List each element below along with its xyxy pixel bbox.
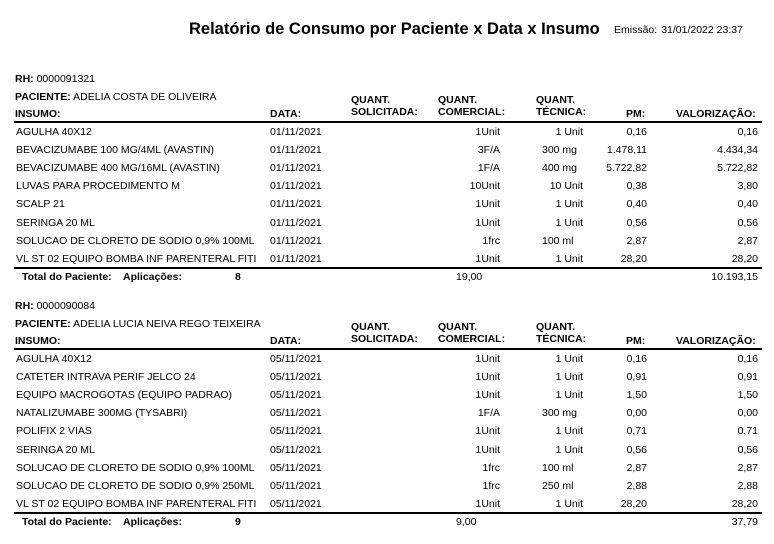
quant-label: QUANT. [438,321,478,333]
data-cell: 05/11/2021 [270,353,322,365]
total-rule [14,267,762,269]
pm-cell: 0,00 [626,407,647,419]
data-cell: 05/11/2021 [270,444,322,456]
patient-line [15,91,223,103]
data-cell: 05/11/2021 [270,462,322,474]
data-cell: 01/11/2021 [270,162,322,174]
total-label: Total do Paciente: [22,271,112,283]
col-insumo-header: INSUMO: [15,335,61,347]
rh-line [15,300,95,312]
table-row [0,217,774,235]
aplicacoes-value: 8 [235,271,241,283]
col-tecnica-header [536,94,586,118]
valorizacao-cell: 5.722,82 [717,162,758,174]
pm-cell: 0,71 [626,425,647,437]
tecnica-cell: 100 ml [542,235,574,247]
quant-label: QUANT. [438,94,478,106]
pm-cell: 0,40 [626,198,647,210]
valorizacao-cell: 0,56 [737,217,758,229]
col-pm-header: PM: [626,335,646,347]
valorizacao-cell: 0,56 [737,444,758,456]
comercial-cell: 1Unit [475,353,500,365]
comercial-cell: 1Unit [475,498,500,510]
table-row [0,425,774,443]
table-row [0,389,774,407]
insumo-cell: AGULHA 40X12 [16,353,92,365]
table-row [0,162,774,180]
tecnica-cell: 300 mg [542,407,578,419]
pm-cell: 1,50 [626,389,647,401]
insumo-cell: VL ST 02 EQUIPO BOMBA INF PARENTERAL FITI [16,253,257,265]
insumo-cell: SCALP 21 [16,198,65,210]
header-rule [14,348,762,350]
col-solicitada-header [351,321,418,345]
valorizacao-cell: 28,20 [731,253,758,265]
data-cell: 05/11/2021 [270,480,322,492]
table-row [0,353,774,371]
col-tecnica-header [536,321,586,345]
aplicacoes-label: Aplicações: [123,516,182,528]
comercial-cell: 1Unit [475,425,500,437]
comercial-cell: 1Unit [475,253,500,265]
data-cell: 05/11/2021 [270,425,322,437]
tecnica-label: TÉCNICA: [536,106,587,118]
pm-cell: 1.478,11 [606,144,647,156]
comercial-cell: 1frc [482,462,500,474]
data-cell: 01/11/2021 [270,144,322,156]
insumo-cell: EQUIPO MACROGOTAS (EQUIPO PADRAO) [16,389,233,401]
comercial-cell: 1F/A [477,162,500,174]
solicitada-label: SOLICITADA: [351,333,418,345]
comercial-label: COMERCIAL: [438,333,506,345]
pm-cell: 2,87 [626,462,647,474]
insumo-cell: SOLUCAO DE CLORETO DE SODIO 0,9% 250ML [16,480,255,492]
valorizacao-cell: 2,87 [737,462,758,474]
comercial-cell: 1F/A [477,407,500,419]
tecnica-cell: 1 Unit [555,498,583,510]
total-label: Total do Paciente: [22,516,112,528]
pm-cell: 0,56 [626,444,647,456]
col-valorizacao-header: VALORIZAÇÃO: [676,335,756,347]
tecnica-cell: 250 ml [542,480,574,492]
data-cell: 01/11/2021 [270,198,322,210]
comercial-cell: 1Unit [475,371,500,383]
insumo-cell: VL ST 02 EQUIPO BOMBA INF PARENTERAL FITI [16,498,257,510]
comercial-label: COMERCIAL: [438,106,506,118]
quant-label: QUANT. [351,94,391,106]
insumo-cell: LUVAS PARA PROCEDIMENTO M [16,180,180,192]
valorizacao-cell: 0,71 [737,425,758,437]
tecnica-cell: 1 Unit [555,253,583,265]
table-row [0,235,774,253]
valorizacao-cell: 2,87 [737,235,758,247]
pm-cell: 0,56 [626,217,647,229]
comercial-cell: 1Unit [475,217,500,229]
patient-name: ADELIA LUCIA NEIVA REGO TEIXEIRA [73,318,261,330]
valorizacao-cell: 2,88 [737,480,758,492]
valorizacao-cell: 0,16 [737,353,758,365]
insumo-cell: NATALIZUMABE 300MG (TYSABRI) [16,407,188,419]
emission-info [614,24,743,36]
patient-label: PACIENTE: [15,91,71,103]
table-row [0,480,774,498]
comercial-cell: 1Unit [475,389,500,401]
col-valorizacao-header: VALORIZAÇÃO: [676,108,756,120]
table-row [0,144,774,162]
data-cell: 01/11/2021 [270,235,322,247]
valorizacao-cell: 3,80 [737,180,758,192]
tecnica-cell: 1 Unit [555,198,583,210]
tecnica-cell: 1 Unit [555,444,583,456]
valorizacao-cell: 0,16 [737,126,758,138]
col-data-header: DATA: [270,335,302,347]
table-row [0,462,774,480]
comercial-cell: 3F/A [477,144,500,156]
comercial-cell: 1Unit [475,444,500,456]
pm-cell: 0,91 [626,371,647,383]
valorizacao-cell: 4.434,34 [717,144,758,156]
table-row [0,407,774,425]
tecnica-cell: 1 Unit [555,389,583,401]
comercial-cell: 10Unit [469,180,500,192]
data-cell: 01/11/2021 [270,217,322,229]
col-data-header: DATA: [270,108,302,120]
tecnica-cell: 1 Unit [555,425,583,437]
data-cell: 05/11/2021 [270,498,322,510]
total-quant: 9,00 [456,516,477,528]
col-comercial-header [438,321,505,345]
patient-line [15,318,261,330]
table-row [0,444,774,462]
data-cell: 05/11/2021 [270,407,322,419]
data-cell: 01/11/2021 [270,126,322,138]
table-row [0,180,774,198]
pm-cell: 0,38 [626,180,647,192]
rh-label: RH: [15,73,34,85]
pm-cell: 2,87 [626,235,647,247]
aplicacoes-value: 9 [235,516,241,528]
rh-label: RH: [15,300,34,312]
insumo-cell: SERINGA 20 ML [16,217,95,229]
pm-cell: 5.722,82 [606,162,647,174]
data-cell: 01/11/2021 [270,180,322,192]
insumo-cell: BEVACIZUMABE 400 MG/16ML (AVASTIN) [16,162,220,174]
insumo-cell: BEVACIZUMABE 100 MG/4ML (AVASTIN) [16,144,214,156]
emission-label: Emissão: [614,24,658,36]
tecnica-cell: 1 Unit [555,217,583,229]
valorizacao-cell: 28,20 [731,498,758,510]
tecnica-cell: 1 Unit [555,353,583,365]
tecnica-cell: 400 mg [542,162,578,174]
quant-label: QUANT. [536,94,576,106]
tecnica-label: TÉCNICA: [536,333,587,345]
quant-label: QUANT. [351,321,391,333]
solicitada-label: SOLICITADA: [351,106,418,118]
col-comercial-header [438,94,505,118]
tecnica-cell: 1 Unit [555,371,583,383]
tecnica-cell: 10 Unit [549,180,583,192]
valorizacao-cell: 0,91 [737,371,758,383]
patient-name: ADELIA COSTA DE OLIVEIRA [73,91,217,103]
total-rule [14,512,762,514]
quant-label: QUANT. [536,321,576,333]
insumo-cell: SOLUCAO DE CLORETO DE SODIO 0,9% 100ML [16,235,255,247]
table-row [0,371,774,389]
col-pm-header: PM: [626,108,646,120]
tecnica-cell: 300 mg [542,144,578,156]
header-rule [14,121,762,123]
tecnica-cell: 100 ml [542,462,574,474]
insumo-cell: CATETER INTRAVA PERIF JELCO 24 [16,371,196,383]
emission-value: 31/01/2022 23:37 [661,24,743,36]
pm-cell: 2,88 [626,480,647,492]
patient-label: PACIENTE: [15,318,71,330]
data-cell: 01/11/2021 [270,253,322,265]
valorizacao-cell: 1,50 [737,389,758,401]
table-row [0,198,774,216]
insumo-cell: SOLUCAO DE CLORETO DE SODIO 0,9% 100ML [16,462,255,474]
col-insumo-header: INSUMO: [15,108,61,120]
insumo-cell: POLIFIX 2 VIAS [16,425,92,437]
comercial-cell: 1Unit [475,126,500,138]
pm-cell: 0,16 [626,126,647,138]
table-row [0,126,774,144]
rh-line [15,73,95,85]
pm-cell: 0,16 [626,353,647,365]
report-title: Relatório de Consumo por Paciente x Data x Insumo [189,20,600,38]
total-valorizacao: 10.193,15 [711,271,758,283]
insumo-cell: SERINGA 20 ML [16,444,95,456]
aplicacoes-label: Aplicações: [123,271,182,283]
pm-cell: 28,20 [620,253,647,265]
total-quant: 19,00 [456,271,483,283]
rh-value: 0000091321 [36,73,95,85]
total-valorizacao: 37,79 [731,516,758,528]
data-cell: 05/11/2021 [270,389,322,401]
valorizacao-cell: 0,40 [737,198,758,210]
tecnica-cell: 1 Unit [555,126,583,138]
col-solicitada-header [351,94,418,118]
pm-cell: 28,20 [620,498,647,510]
comercial-cell: 1frc [482,480,500,492]
rh-value: 0000090084 [36,300,95,312]
valorizacao-cell: 0,00 [737,407,758,419]
comercial-cell: 1Unit [475,198,500,210]
insumo-cell: AGULHA 40X12 [16,126,92,138]
data-cell: 05/11/2021 [270,371,322,383]
comercial-cell: 1frc [482,235,500,247]
